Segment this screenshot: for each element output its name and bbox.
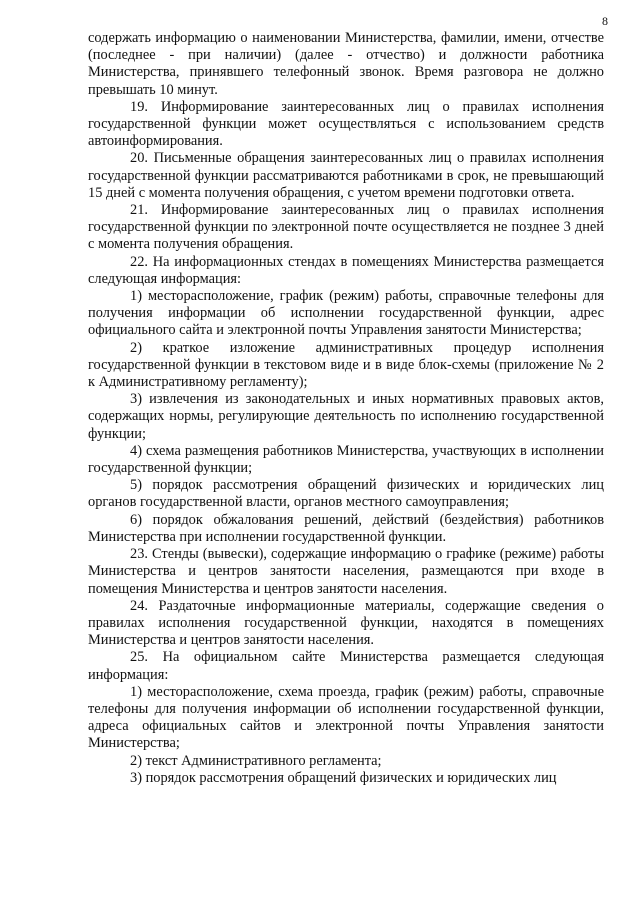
paragraph: 22. На информационных стендах в помещениях Министерства размещается следующая информация:	[88, 253, 604, 287]
paragraph: содержать информацию о наименовании Министерства, фамилии, имени, отчестве (последнее - при наличии) (далее - отчество) и должности работника Министерства, принявшего телефонный звонок. Время разговора не должно превышать 10 минут.	[88, 30, 604, 98]
list-item: 3) извлечения из законодательных и иных нормативных правовых актов, содержащих нормы, регулирующие деятельность по исполнению государственной функции;	[88, 391, 604, 442]
list-item: 5) порядок рассмотрения обращений физических и юридических лиц органов государственной власти, органов местного самоуправления;	[88, 477, 604, 511]
list-item: 2) краткое изложение административных процедур исполнения государственной функции в текстовом виде и в виде блок-схемы (приложение № 2 к Административному регламенту);	[88, 339, 604, 391]
paragraph: 21. Информирование заинтересованных лиц о правилах исполнения государственной функции по электронной почте осуществляется не позднее 3 дней с момента получения обращения.	[88, 202, 604, 253]
paragraph: 23. Стенды (вывески), содержащие информацию о графике (режиме) работы Министерства и центров занятости населения, размещаются при входе в помещения Министерства и центров занятости населения.	[88, 546, 604, 597]
paragraph: 20. Письменные обращения заинтересованных лиц о правилах исполнения государственной функции рассматриваются работниками в срок, не превышающий 15 дней с момента получения обращения, с учетом времени подготовки ответа.	[88, 150, 604, 201]
paragraph: 24. Раздаточные информационные материалы, содержащие сведения о правилах исполнения государственной функции, находятся в помещениях Министерства и центров занятости населения.	[88, 597, 604, 649]
paragraph: 19. Информирование заинтересованных лиц о правилах исполнения государственной функции может осуществляться с использованием средств автоинформирования.	[88, 98, 604, 150]
list-item: 6) порядок обжалования решений, действий (бездействия) работников Министерства при исполнении государственной функции.	[88, 511, 604, 545]
paragraph: 25. На официальном сайте Министерства размещается следующая информация:	[88, 649, 604, 683]
list-item: 1) месторасположение, график (режим) работы, справочные телефоны для получения информации об исполнении государственной функции, адрес официального сайта и электронной почты Управления занятости Министерства;	[88, 288, 604, 339]
list-item: 2) текст Административного регламента;	[130, 752, 382, 769]
list-item: 1) месторасположение, схема проезда, график (режим) работы, справочные телефоны для получения информации об исполнении государственной функции, адреса официальных сайтов и электронной почты Управления занятости Министерства;	[88, 683, 604, 752]
page-number: 8	[602, 14, 608, 28]
document-body	[88, 30, 604, 787]
list-item: 3) порядок рассмотрения обращений физических и юридических лиц	[130, 769, 557, 786]
list-item: 4) схема размещения работников Министерства, участвующих в исполнении государственной функции;	[88, 442, 604, 477]
